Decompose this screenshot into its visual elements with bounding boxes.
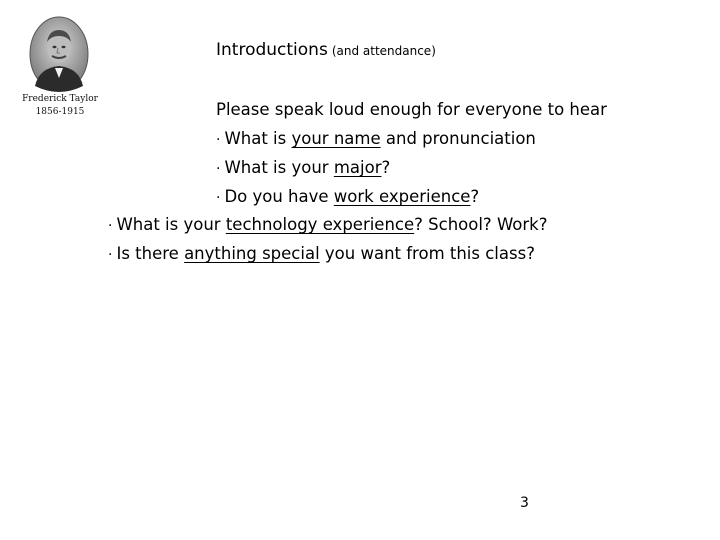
- bullet-item: [108, 214, 547, 237]
- portrait-caption-years: 1856-1915: [35, 107, 85, 117]
- slide-title: [216, 40, 436, 60]
- bullet-text: Do you have: [224, 187, 334, 206]
- bullet-underlined-text: technology experience: [225, 215, 415, 234]
- bullet-underlined-text: work experience: [333, 187, 471, 206]
- bullet-text: ?: [470, 187, 480, 206]
- bullet-underlined-text: major: [333, 158, 382, 177]
- bullet-text: What is your: [116, 215, 226, 234]
- portrait-photo: [29, 16, 89, 92]
- bullet-marker: ·: [216, 190, 221, 206]
- bullet-text: and pronunciation: [380, 129, 536, 148]
- portrait-caption-name: Frederick Taylor: [22, 94, 98, 104]
- bullet-underlined-text: anything special: [184, 244, 320, 263]
- bullet-marker: ·: [216, 132, 221, 148]
- bullet-text: ? School? Work?: [414, 215, 548, 234]
- slide-title-sub: (and attendance): [331, 44, 436, 58]
- page-number: 3: [520, 495, 529, 511]
- bullet-text: What is your: [224, 158, 334, 177]
- bullet-text: ?: [381, 158, 391, 177]
- bullet-item: [216, 128, 536, 151]
- bullet-marker: ·: [108, 247, 113, 263]
- bullet-marker: ·: [108, 218, 113, 234]
- bullet-item: [216, 157, 390, 180]
- bullet-underlined-text: your name: [291, 129, 381, 148]
- bullet-marker: ·: [216, 161, 221, 177]
- bullet-text: Is there: [116, 244, 185, 263]
- slide-title-main: Introductions: [216, 40, 328, 60]
- bullet-text: you want from this class?: [319, 244, 535, 263]
- bullet-item: [216, 186, 479, 209]
- bullet-item: [108, 243, 535, 266]
- intro-line: Please speak loud enough for everyone to hear: [216, 100, 607, 119]
- bullet-text: What is: [224, 129, 292, 148]
